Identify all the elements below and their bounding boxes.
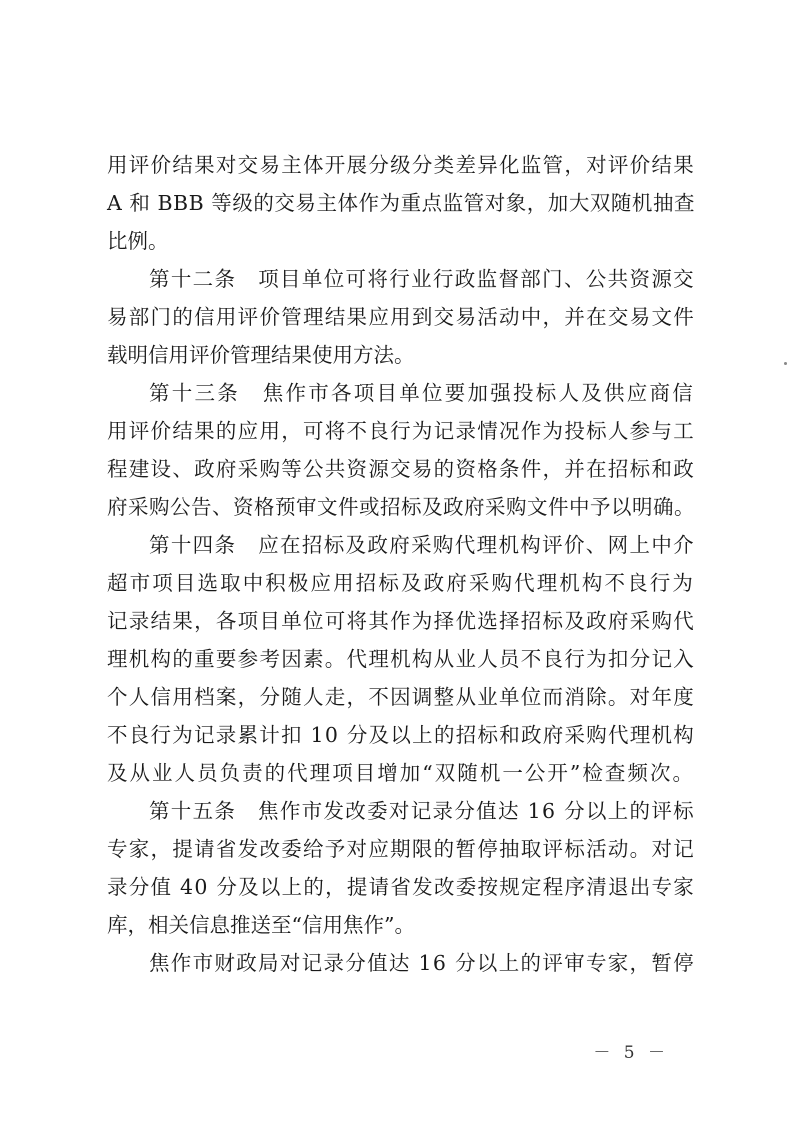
- article-13-start: 第十三条 焦作市各项目单位要加强投标人及供应商信: [149, 381, 695, 405]
- text-line: 个人信用档案，分随人走，不因调整从业单位而消除。对年度: [107, 685, 695, 709]
- page-number: － 5 －: [593, 1043, 669, 1063]
- text-line: 记录结果，各项目单位可将其作为择优选择招标及政府采购代: [107, 609, 695, 633]
- text-line: 理机构的重要参考因素。代理机构从业人员不良行为扣分记入: [107, 647, 695, 671]
- text-line: 府采购公告、资格预审文件或招标及政府采购文件中予以明确。: [107, 495, 695, 519]
- article-12-start: 第十二条 项目单位可将行业行政监督部门、公共资源交: [149, 267, 695, 291]
- text-line: 不良行为记录累计扣 10 分及以上的招标和政府采购代理机构: [107, 723, 695, 747]
- text-line: 及从业人员负责的代理项目增加“双随机一公开”检查频次。: [107, 761, 695, 785]
- paragraph-start: 焦作市财政局对记录分值达 16 分以上的评审专家，暂停: [149, 951, 695, 975]
- text-line: 专家，提请省发改委给予对应期限的暂停抽取评标活动。对记: [107, 837, 695, 861]
- text-line: 用评价结果的应用，可将不良行为记录情况作为投标人参与工: [107, 419, 695, 443]
- text-line: 易部门的信用评价管理结果应用到交易活动中，并在交易文件: [107, 305, 695, 329]
- text-line: 超市项目选取中积极应用招标及政府采购代理机构不良行为: [107, 571, 695, 595]
- text-line: A 和 BBB 等级的交易主体作为重点监管对象，加大双随机抽查: [107, 191, 695, 215]
- text-line: 录分值 40 分及以上的，提请省发改委按规定程序清退出专家: [107, 875, 695, 899]
- body-text: [107, 146, 695, 982]
- scan-mark: [784, 362, 787, 365]
- article-14-start: 第十四条 应在招标及政府采购代理机构评价、网上中介: [149, 533, 695, 557]
- text-line: 比例。: [107, 229, 169, 253]
- text-line: 程建设、政府采购等公共资源交易的资格条件，并在招标和政: [107, 457, 695, 481]
- text-line: 库，相关信息推送至“信用焦作”。: [107, 913, 415, 937]
- text-line: 用评价结果对交易主体开展分级分类差异化监管，对评价结果: [107, 153, 695, 177]
- article-15-start: 第十五条 焦作市发改委对记录分值达 16 分以上的评标: [149, 799, 695, 823]
- text-line: 载明信用评价管理结果使用方法。: [107, 343, 415, 367]
